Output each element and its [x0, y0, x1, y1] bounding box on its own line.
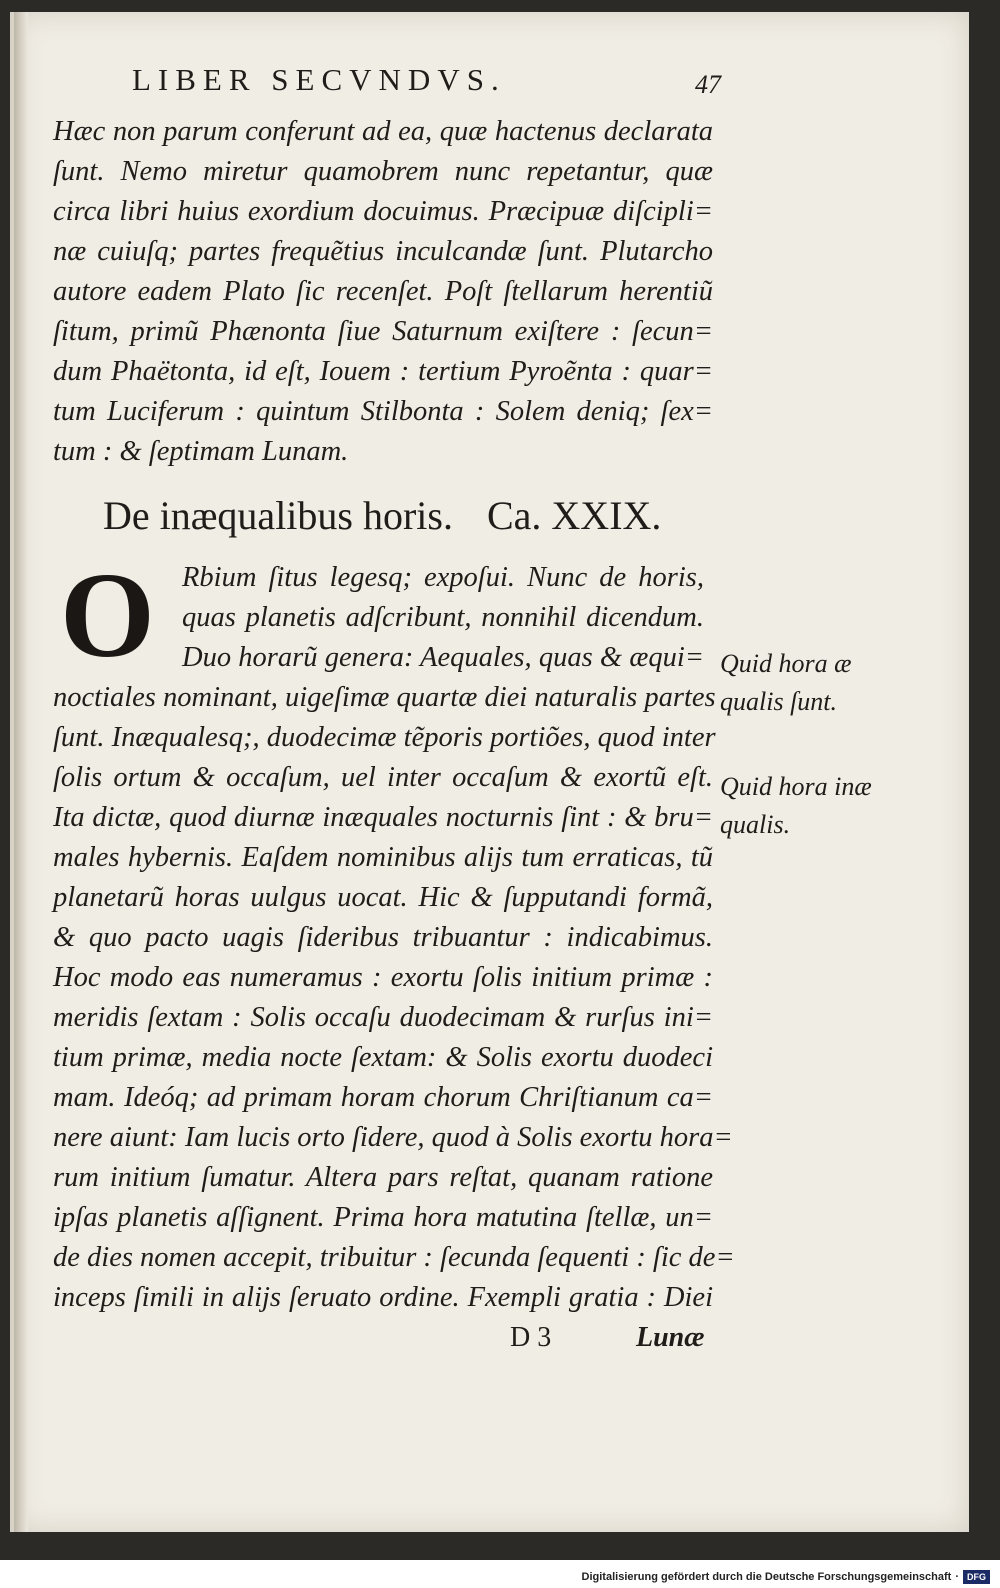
text-line: & quo pacto uagis ſideribus tribuantur : indicabimus. [53, 922, 713, 953]
catchword: Lunæ [636, 1322, 705, 1353]
text-line: nere aiunt: Iam lucis orto ſidere, quod à Solis exortu hora= [53, 1122, 733, 1153]
text-line: Ita dictæ, quod diurnæ inæquales nocturnis ſint : & bru= [53, 802, 713, 833]
text-line: ſunt. Nemo miretur quamobrem nunc repetantur, quæ [53, 156, 713, 187]
text-line: quas planetis adſcribunt, nonnihil dicendum. [182, 602, 704, 633]
text-line: ipſas planetis aſſignent. Prima hora matutina ſtellæ, un= [53, 1202, 713, 1233]
text-line: Rbium ſitus legesq; expoſui. Nunc de horis, [182, 562, 704, 593]
text-line: circa libri huius exordium docuimus. Præcipuæ diſcipli= [53, 196, 713, 227]
text-line: tium primæ, media nocte ſextam: & Solis exortu duodeci [53, 1042, 713, 1073]
paragraph-1 [53, 112, 713, 472]
text-line: ſitum, primũ Phænonta ſiue Saturnum exiſtere : ſecun= [53, 316, 713, 347]
indented-opening-lines [182, 558, 704, 678]
text-line: Hoc modo eas numeramus : exortu ſolis initium primæ : [53, 962, 713, 993]
chapter-heading [103, 492, 703, 539]
text-line: næ cuiuſq; partes frequẽtius inculcandæ ſunt. Plutarcho [53, 236, 713, 267]
margin-note-hora-aequalis [720, 645, 851, 721]
digitization-credit: Digitalisierung gefördert durch die Deutsche Forschungsgemeinschaft · DFG [582, 1570, 990, 1584]
text-line: noctiales nominant, uigeſimæ quartæ diei naturalis partes [53, 682, 716, 713]
text-line: autore eadem Plato ſic recenſet. Poſt ſtellarum herentiũ [53, 276, 713, 307]
chapter-title: De inæqualibus horis. [103, 493, 453, 538]
text-line: rum initium ſumatur. Altera pars reſtat, quanam ratione [53, 1162, 713, 1193]
text-line: mam. Ideóq; ad primam horam chorum Chriſtianum ca= [53, 1082, 713, 1113]
margin-note-line: Quid hora æ [720, 649, 852, 678]
text-line: de dies nomen accepit, tribuitur : ſecunda ſequenti : ſic de= [53, 1242, 735, 1273]
margin-note-hora-inaequalis [720, 768, 872, 844]
page-gutter-shadow [14, 12, 28, 1532]
text-line: dum Phaëtonta, id eſt, Iouem : tertium Pyroẽnta : quar= [53, 356, 713, 387]
chapter-number: Ca. XXIX. [486, 493, 662, 538]
text-line: tum Luciferum : quintum Stilbonta : Solem deniq; ſex= [53, 396, 713, 427]
text-line: ſolis ortum & occaſum, uel inter occaſum & exortũ eſt. [53, 762, 713, 793]
text-line: Hæc non parum conferunt ad ea, quæ hactenus declarata [53, 116, 713, 147]
text-line: meridis ſextam : Solis occaſu duodecimam & rurſus ini= [53, 1002, 713, 1033]
text-line: males hybernis. Eaſdem nominibus alijs tum erraticas, tũ [53, 842, 713, 873]
margin-note-line: qualis ſunt. [720, 687, 838, 716]
text-line: tum : & ſeptimam Lunam. [53, 436, 349, 467]
text-line: inceps ſimili in alijs ſeruato ordine. Fxempli gratia : Diei [53, 1282, 713, 1313]
margin-note-line: qualis. [720, 810, 791, 839]
text-line: ſunt. Inæqualesq;, duodecimæ tẽporis portiões, quod inter [53, 722, 716, 753]
page-number: 47 [695, 70, 721, 99]
signature-mark: D 3 [510, 1322, 552, 1353]
text-line: Duo horarũ genera: Aequales, quas & æqui= [182, 642, 704, 673]
paragraph-2 [53, 678, 735, 1318]
margin-note-line: Quid hora inæ [720, 772, 872, 801]
text-line: planetarũ horas uulgus uocat. Hic & ſupputandi formã, [53, 882, 713, 913]
running-head: LIBER SECVNDVS. [132, 62, 506, 97]
dfg-logo-icon: DFG [963, 1570, 990, 1584]
credit-text: Digitalisierung gefördert durch die Deutsche Forschungsgemeinschaft [581, 1571, 952, 1583]
decorated-initial: O [60, 548, 155, 683]
